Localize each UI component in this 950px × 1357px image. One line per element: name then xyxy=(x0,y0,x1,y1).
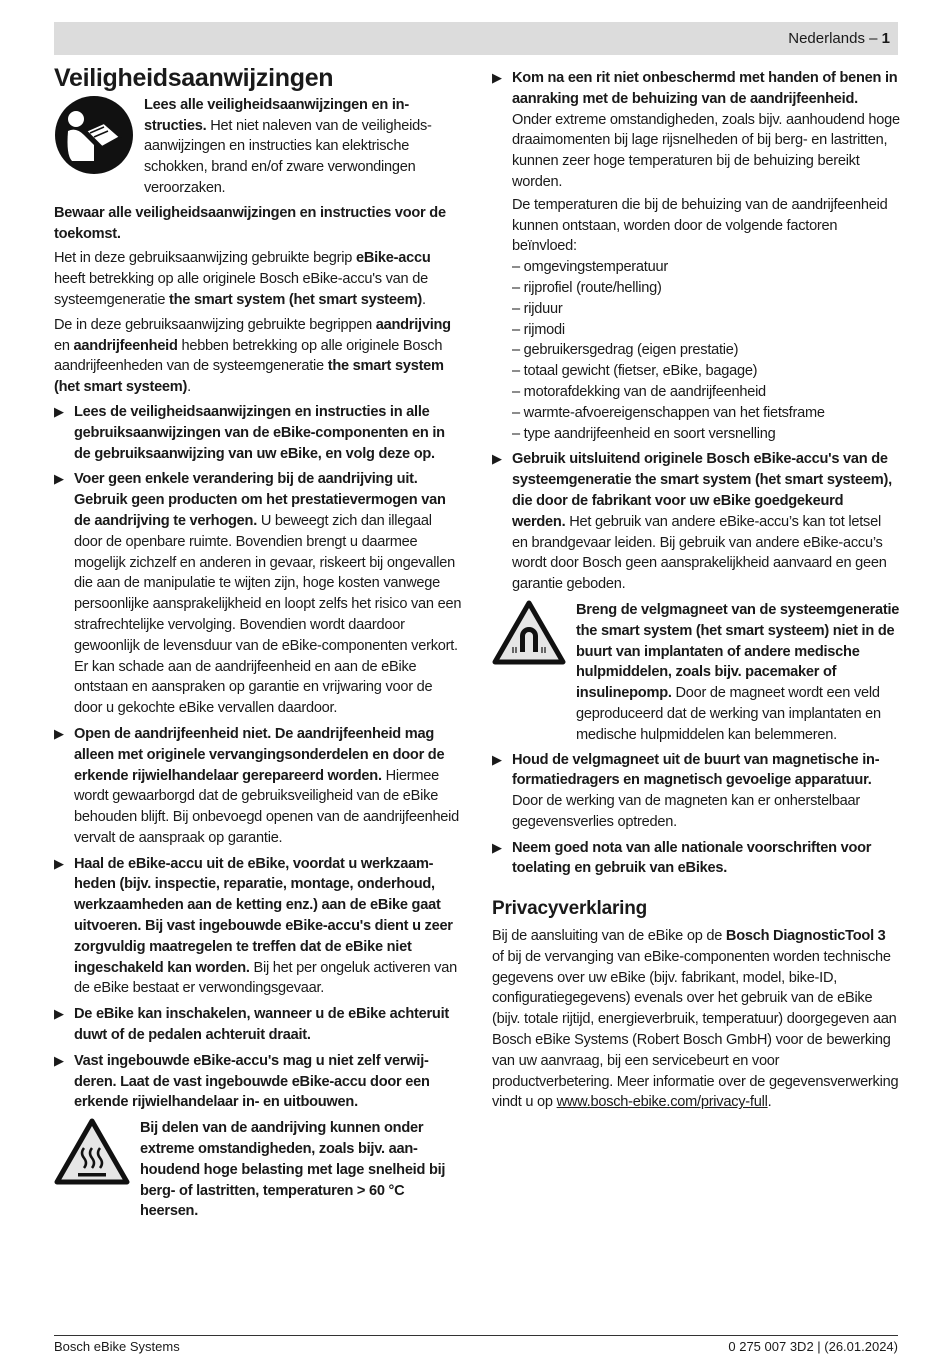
list-item: – omgevingstemperatuur xyxy=(512,259,668,276)
text: De in deze gebruiksaanwijzing gebruikte begrippen xyxy=(54,316,376,333)
bullet-bold: Gebruik uitsluitend originele Bosch eBike-accu's van de systeemgeneratie the smart system (het smart systeem), die door de fabrikant voor uw eBike goedgekeurd werden. xyxy=(512,451,892,530)
safety-bullet xyxy=(492,449,900,595)
bullet-bold: Houd de velgmagneet uit de buurt van magnetische informatiedragers en magnetisch gevoelige apparatuur. xyxy=(512,751,880,789)
bullet-arrow-icon: ▶ xyxy=(492,839,502,855)
text: Het in deze gebruiksaanwijzing gebruikte begrip xyxy=(54,250,356,267)
safety-bullet xyxy=(492,750,900,833)
left-column xyxy=(54,64,462,1226)
text: heeft betrekking op alle originele Bosch eBike-accu's van de systeemgeneratie xyxy=(54,271,428,308)
bullet-bold: Kom na een rit niet onbeschermd met handen of benen in aanraking met de behuizing van de aandrijfeenheid. xyxy=(512,70,898,107)
safety-bullet xyxy=(54,1051,462,1113)
bullet-arrow-icon: ▶ xyxy=(54,471,64,487)
page-title: Veiligheidsaanwijzingen xyxy=(54,64,334,92)
factors-list xyxy=(512,257,900,444)
safety-bullet xyxy=(492,68,900,444)
text: . xyxy=(767,1094,772,1111)
bullet-text: Onder extreme omstandigheden, zoals bijv. aanhoudend hoge draaimomenten bij lage rijsnelheden of bij berg- en lastritten, kunnen zeer hoge temperaturen bij de behuizing bereikt worden. xyxy=(512,111,900,190)
safety-bullet xyxy=(54,1004,462,1046)
privacy-heading: Privacyverklaring xyxy=(492,898,648,920)
term: aandrijfeenheid xyxy=(73,337,178,354)
magnet-warning-text: Door de magneet wordt een veld geproduceerd dat de werking van implantaten en medische hulpmiddelen kan belemmeren. xyxy=(576,685,881,743)
privacy-link[interactable]: www.bosch-ebike.com/privacy-full xyxy=(556,1094,768,1111)
bullet-arrow-icon: ▶ xyxy=(492,70,502,85)
text: hebben betrekking op alle originele Bosch aandrijfeenheden van de systeemgeneratie xyxy=(54,337,443,375)
intro-bold: Lees alle veiligheidsaanwijzingen en instructies. xyxy=(144,96,410,134)
bullet-text: Het gebruik van andere eBike-accu’s kan tot letsel en brandgevaar leiden. Bij gebruik van andere eBike-accu’s wordt door Bosch geen aansprakelijkheid aanvaard en geen garantie geboden. xyxy=(512,513,887,593)
keep-instructions xyxy=(54,203,462,245)
keep-text: Bewaar alle veiligheidsaanwijzingen en instructies voor de toekomst. xyxy=(54,204,446,242)
safety-bullet xyxy=(54,854,462,1000)
text: . xyxy=(187,379,191,396)
intro-text: Het niet naleven van de veiligheidsaanwijzingen en instructies kan elektrische schokken, brand en/of zware verwondingen veroorzaken. xyxy=(144,117,432,196)
footer-company: Bosch eBike Systems xyxy=(54,1339,180,1354)
safety-bullet xyxy=(54,724,462,849)
bullet-bold: De eBike kan inschakelen, wanneer u de eBike achteruit duwt of de pedalen achteruit draait. xyxy=(74,1006,450,1044)
bullet-text: Bij het per ongeluk activeren van de eBike bestaat er verwondingsgevaar. xyxy=(74,959,457,997)
footer-doc-number: 0 275 007 3D2 | (26.01.2024) xyxy=(728,1339,898,1354)
bullet-bold: Vast ingebouwde eBike-accu's mag u niet zelf verwijderen. Laat de vast ingebouwde eBike-accu door een erkende rijwielhandelaar in- en uitbouwen. xyxy=(74,1052,430,1111)
list-item: – motorafdekking van de aandrijfeenheid xyxy=(512,383,766,400)
intro-block xyxy=(54,95,462,199)
bullet-arrow-icon: ▶ xyxy=(492,751,502,767)
list-item: – rijprofiel (route/helling) xyxy=(512,279,662,296)
page-number: 1 xyxy=(881,30,890,47)
bullet-arrow-icon: ▶ xyxy=(54,403,64,419)
list-item: – rijduur xyxy=(512,300,563,317)
read-manual-icon xyxy=(54,95,134,199)
term: Bosch DiagnosticTool 3 xyxy=(725,928,886,945)
text: . xyxy=(422,291,426,308)
right-column xyxy=(492,68,900,1117)
hot-surface-warning xyxy=(54,1118,462,1222)
magnet-warning-bold: Breng de velgmagneet van de systeemgeneratie the smart system (het smart systeem) niet in de buurt van implantaten of andere medische hulpmiddelen, zoals bijv. pacemaker of insulinepomp. xyxy=(576,601,900,702)
definition-ebike-accu xyxy=(54,248,462,310)
bullet-arrow-icon: ▶ xyxy=(54,1006,64,1022)
bullet-bold: Haal de eBike-accu uit de eBike, voordat u werkzaamheden (bijv. inspectie, reparatie, montage, onderhoud, werkzaamheden aan de ketting enz.) aan de eBike gaat uitvoeren. Bij vast ingebouwde eBike-accu's dient u zeer zorgvuldig maatregelen te treffen dat de eBike niet ingeschakeld kan worden. xyxy=(74,855,453,976)
bullet-arrow-icon: ▶ xyxy=(54,725,64,741)
bullet-bold: Open de aandrijfeenheid niet. De aandrijfeenheid mag alleen met originele vervangingsonderdelen en door de erkende rijwielhandelaar gerepareerd worden. xyxy=(74,725,445,784)
list-item: – gebruikersgedrag (eigen prestatie) xyxy=(512,342,739,359)
term: aandrijving xyxy=(375,316,451,333)
term: the smart system (het smart systeem) xyxy=(54,358,444,396)
definition-aandrijving xyxy=(54,315,462,398)
privacy-text xyxy=(492,926,900,1113)
factors-intro: De temperaturen die bij de behuizing van de aandrijfeenheid kunnen ontstaan, worden door de volgende factoren beïnvloed: xyxy=(512,196,888,255)
list-item: – totaal gewicht (fietser, eBike, bagage) xyxy=(512,363,758,380)
bullet-arrow-icon: ▶ xyxy=(54,855,64,871)
magnet-warning xyxy=(492,600,900,746)
bullet-text: Door de werking van de magneten kan er onherstelbaar gegevensverlies optreden. xyxy=(512,793,861,830)
safety-bullet xyxy=(54,469,462,719)
page-footer xyxy=(54,1335,898,1354)
list-item: – type aandrijfeenheid en soort versnelling xyxy=(512,425,776,442)
text: en xyxy=(54,337,74,354)
safety-bullet xyxy=(492,838,900,880)
bullet-text: Hiermee wordt gewaarborgd dat de gebruiksveiligheid van de eBike behouden blijft. Bij onbevoegd openen van de aandrijfeenheid vervalt de aanspraak op garantie. xyxy=(74,767,460,846)
list-item: – warmte-afvoereigenschappen van het fietsframe xyxy=(512,404,825,421)
page-header xyxy=(54,22,898,55)
bullet-bold: Lees de veiligheidsaanwijzingen en instructies in alle gebruiksaanwijzingen van de eBike-componenten en in de gebruiksaanwijzing van uw eBike, en volg deze op. xyxy=(74,403,445,462)
header-language: Nederlands – xyxy=(788,30,878,47)
bullet-text: U beweegt zich dan illegaal door de openbare ruimte. Bovendien brengt u daarmee mogelijk zichzelf en anderen in gevaar, riskeert bij ongevallen die aan de manipulatie te wijten zijn, hoge kosten vanwege persoonlijke aansprakelijkheid en loopt zelfs het risico van een strafrechtelijke vervolging. Bovendien wordt daardoor gewoonlijk de levensduur van de eBike-componenten verkort. Er kan schade aan de aandrijfeenheid en aan de eBike ontstaan en aanspraken op garantie en vrijwaring voor de door u gekochte eBike vervallen daardoor. xyxy=(74,512,462,717)
text: Bij de aansluiting van de eBike op de xyxy=(492,928,726,945)
hot-surface-warning-icon xyxy=(54,1118,130,1222)
bullet-bold: Voer geen enkele verandering bij de aandrijving uit. Gebruik geen producten om het prestatievermogen van de aandrijving te verhogen. xyxy=(74,471,446,529)
term: the smart system (het smart systeem) xyxy=(169,291,422,308)
bullet-arrow-icon: ▶ xyxy=(54,1052,64,1068)
text: of bij de vervanging van eBike-componenten worden technische gegevens over uw eBike (bijv. fabrikant, model, bike-ID, configuratiegegevens) evenals over het gebruik van de eBike (bijv. totale rijtijd, energieverbruik, temperatuur) doorgegeven aan Bosch eBike Systems (Robert Bosch GmbH) voor de bewerking van uw aanvraag, bij een servicebeurt en voor productverbetering. Meer informatie over de gegevensverwerking vindt u op xyxy=(492,948,899,1111)
safety-bullet xyxy=(54,402,462,464)
hot-warning-text: Bij delen van de aandrijving kunnen onder extreme omstandigheden, zoals bijv. aanhoudend hoge belasting met lage snelheid bij berg- of lastritten, temperaturen > 60 °C heersen. xyxy=(140,1120,446,1220)
magnet-warning-icon xyxy=(492,600,566,746)
bullet-bold: Neem goed nota van alle nationale voorschriften voor toelating en gebruik van eBikes. xyxy=(512,839,872,877)
bullet-arrow-icon: ▶ xyxy=(492,451,502,467)
term: eBike-accu xyxy=(355,250,431,267)
list-item: – rijmodi xyxy=(512,321,565,338)
